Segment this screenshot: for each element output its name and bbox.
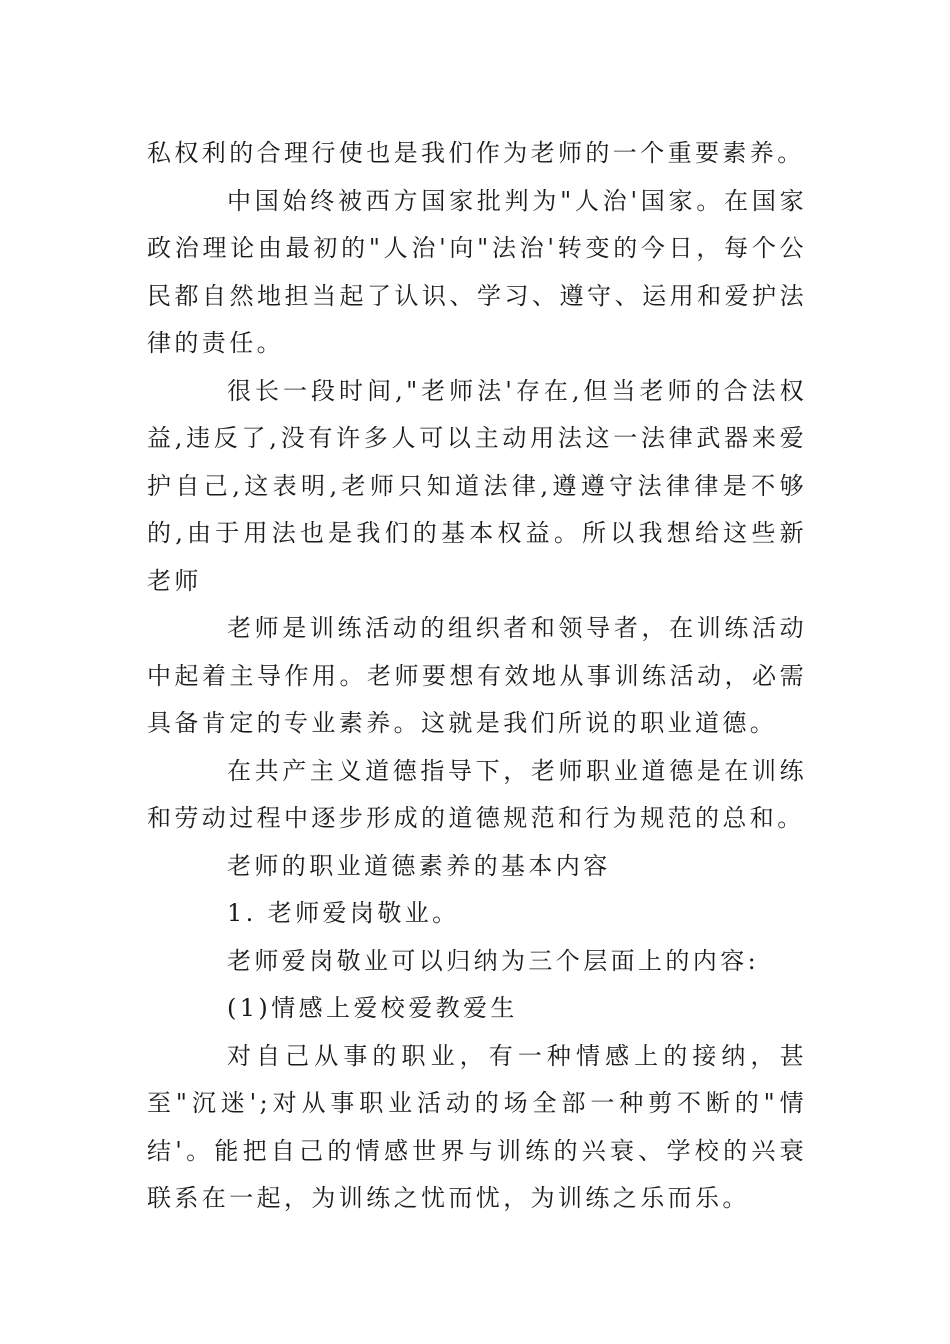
paragraph-professional-ethics: 在共产主义道德指导下，老师职业道德是在训练和劳动过程中逐步形成的道德规范和行为规范的总和。 [147, 756, 807, 832]
paragraph-teacher-role: 老师是训练活动的组织者和领导者，在训练活动中起着主导作用。老师要想有效地从事训练活动，必需具备肯定的专业素养。这就是我们所说的职业道德。 [147, 614, 807, 737]
section-heading: 老师的职业道德素养的基本内容 [227, 851, 611, 880]
paragraph-three-levels: 老师爱岗敬业可以归纳为三个层面上的内容: [227, 946, 760, 975]
list-item-1: 1. 老师爱岗敬业。 [227, 899, 460, 927]
sub-item-1: (1)情感上爱校爱教爱生 [227, 994, 518, 1022]
paragraph-rule-of-law: 中国始终被西方国家批判为"人治'国家。在国家政治理论由最初的"人治'向"法治'转变的今日，每个公民都自然地担当起了认识、学习、遵守、运用和爱护法律的责任。 [147, 186, 807, 357]
document-body [147, 130, 807, 1223]
paragraph-continuation: 私权利的合理行使也是我们作为老师的一个重要素养。 [147, 139, 805, 167]
paragraph-teacher-law: 很长一段时间,"老师法'存在,但当老师的合法权益,违反了,没有许多人可以主动用法这一法律武器来爱护自己,这表明,老师只知道法律,遵遵守法律律是不够的,由于用法也是我们的基本权益。所以我想给这些新老师 [147, 376, 807, 595]
paragraph-emotional-acceptance: 对自己从事的职业，有一种情感上的接纳，甚至"沉迷';对从事职业活动的场全部一种剪不断的"情结'。能把自己的情感世界与训练的兴衰、学校的兴衰联系在一起，为训练之忧而忧，为训练之乐而乐。 [147, 1041, 807, 1212]
